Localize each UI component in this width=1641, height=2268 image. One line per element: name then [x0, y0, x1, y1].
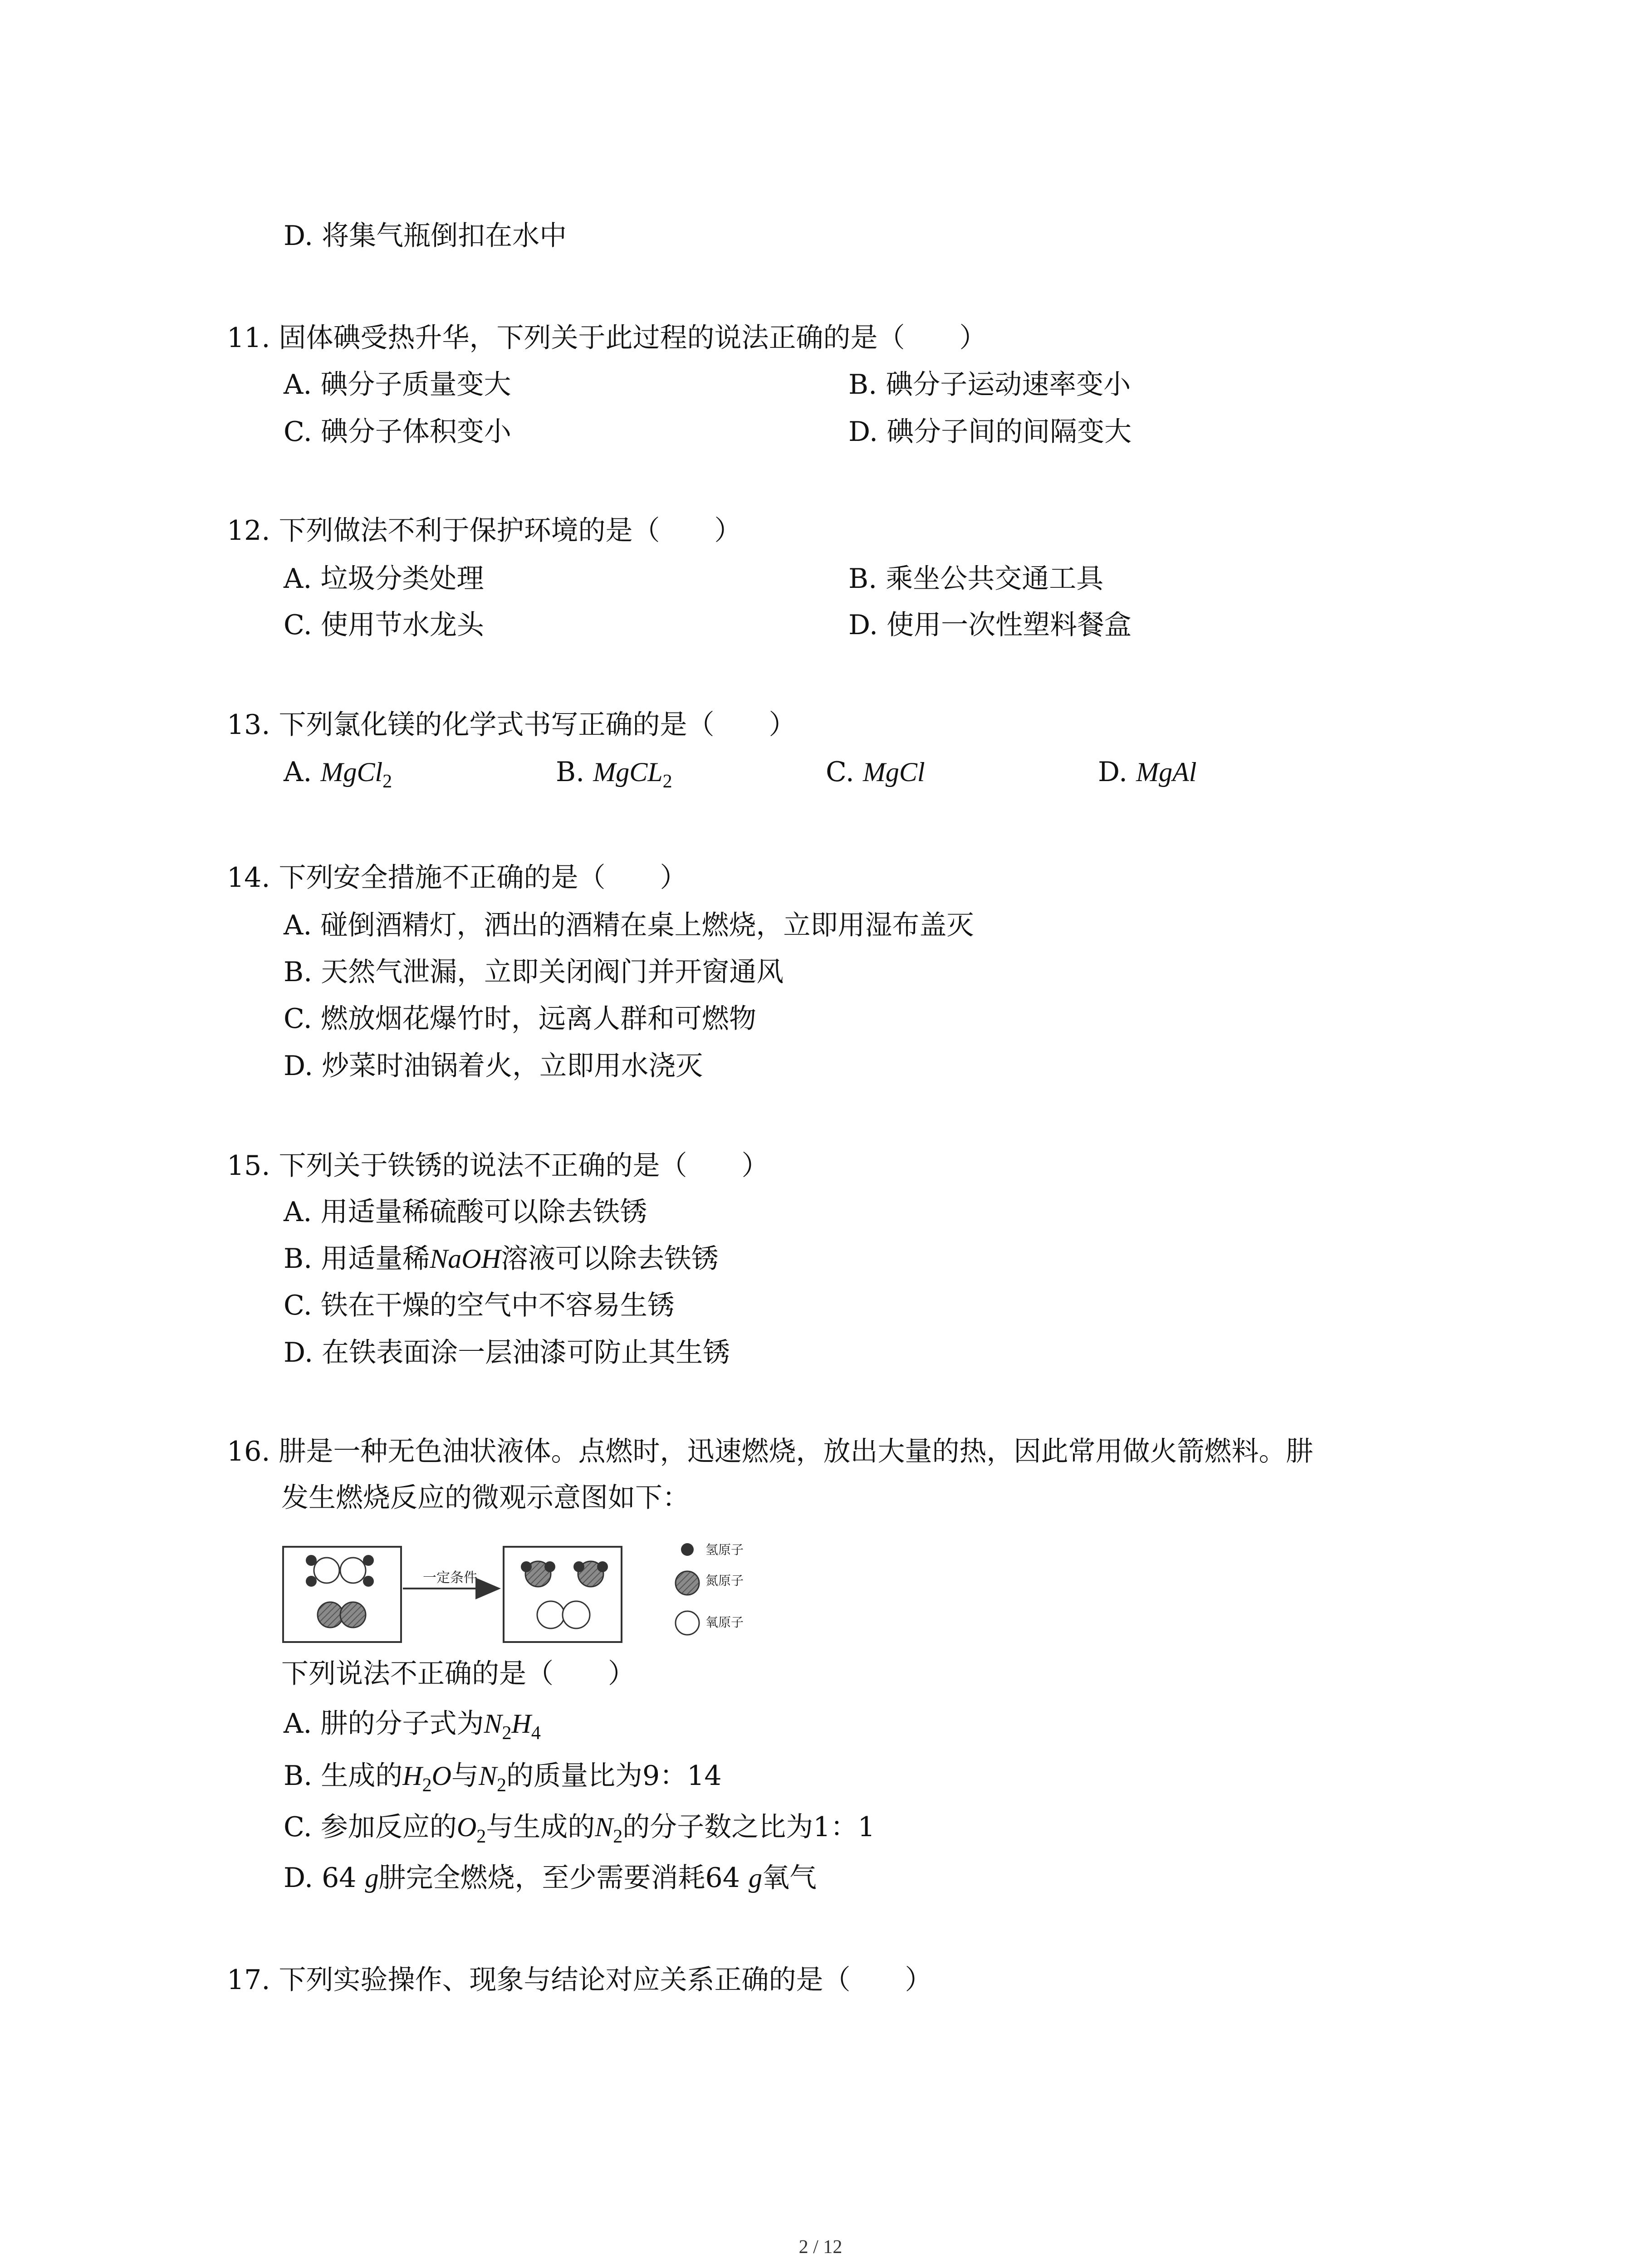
q16-question: 下列说法不正确的是（ ）: [281, 1658, 635, 1690]
q14-option-b: B. 天然气泄漏，立即关闭阀门并开窗通风: [284, 956, 784, 988]
q15-option-c: C. 铁在干燥的空气中不容易生锈: [284, 1290, 675, 1321]
q16-option-c: C. 参加反应的$O_2$与生成的$N_2$的分子数之比为1：1: [284, 1811, 875, 1847]
q15-stem: 15. 下列关于铁锈的说法不正确的是（ ）: [227, 1150, 769, 1182]
o2-formula: $O_2$: [456, 1812, 486, 1847]
q16-stem-line1: 16. 肼是一种无色油状液体。点燃时，迅速燃烧，放出大量的热，因此常用做火箭燃料。肼: [227, 1436, 1313, 1467]
q16-stem-line2: 发生燃烧反应的微观示意图如下：: [281, 1482, 690, 1514]
gram-unit: g: [365, 1863, 379, 1893]
h-atom-legend-icon: [681, 1543, 694, 1556]
page-number: 2 / 12: [798, 2237, 843, 2258]
q14-stem: 14. 下列安全措施不正确的是（ ）: [227, 862, 687, 894]
atom-legend: [676, 1542, 744, 1635]
q12-option-d: D. 使用一次性塑料餐盒: [848, 609, 1132, 641]
n-atom: [537, 1601, 564, 1628]
h-atom: [573, 1561, 584, 1572]
legend-n-label: 氮原子: [705, 1573, 744, 1588]
q11-option-d: D. 碘分子间的间隔变大: [848, 416, 1132, 448]
h-atom: [306, 1576, 317, 1587]
legend-h-label: 氢原子: [705, 1542, 744, 1557]
q11-stem: 11. 固体碘受热升华，下列关于此过程的说法正确的是（ ）: [227, 322, 987, 354]
q16-option-b: B. 生成的$H_2O$与$N_2$的质量比为9：14: [284, 1760, 722, 1796]
q13-b-formula: MgCL$_2$: [593, 757, 672, 792]
gram-unit: g: [748, 1863, 762, 1893]
reactant-box: [283, 1547, 401, 1642]
q12-option-a: A. 垃圾分类处理: [284, 563, 484, 595]
q12-option-b: B. 乘坐公共交通工具: [848, 563, 1104, 595]
q13-option-c: [826, 754, 925, 790]
q13-stem: 13. 下列氯化镁的化学式书写正确的是（ ）: [227, 709, 796, 741]
q10-option-d: D. 将集气瓶倒扣在水中: [284, 220, 567, 252]
q13-a-formula: MgCl$_2$: [320, 757, 392, 792]
q12-option-c: C. 使用节水龙头: [284, 609, 484, 641]
q13-c-formula: MgCl: [862, 757, 925, 787]
legend-o-label: 氧原子: [705, 1615, 744, 1630]
h-atom: [544, 1561, 555, 1572]
q15-option-b: B. 用适量稀NaOH溶液可以除去铁锈: [284, 1243, 719, 1275]
h2o-formula: $H_2O$: [402, 1761, 451, 1796]
q13-option-b: [556, 754, 672, 800]
q13-b-label: B.: [556, 756, 585, 788]
q11-option-c: C. 碘分子体积变小: [284, 416, 511, 448]
o-atom: [318, 1602, 343, 1628]
n2-formula: $N_2$: [478, 1761, 506, 1796]
n2-formula: $N_2$: [595, 1812, 623, 1847]
n-atom: [340, 1558, 366, 1583]
h-atom: [363, 1576, 374, 1587]
q13-d-formula: MgAl: [1136, 757, 1197, 787]
q13-a-label: A.: [284, 756, 312, 788]
q11-option-b: B. 碘分子运动速率变小: [848, 369, 1131, 401]
q14-option-a: A. 碰倒酒精灯，洒出的酒精在桌上燃烧，立即用湿布盖灭: [284, 909, 974, 941]
q11-option-a: A. 碘分子质量变大: [284, 369, 511, 401]
q13-c-label: C.: [826, 756, 854, 788]
n2h4-formula: $N_2H_4$: [484, 1709, 541, 1744]
q12-stem: 12. 下列做法不利于保护环境的是（ ）: [227, 515, 742, 547]
q15-option-d: D. 在铁表面涂一层油漆可防止其生锈: [284, 1337, 730, 1369]
q13-option-a: [284, 754, 392, 800]
q16-option-d: D. 64 g肼完全燃烧，至少需要消耗64 g氧气: [284, 1862, 817, 1894]
q17-stem: 17. 下列实验操作、现象与结论对应关系正确的是（ ）: [227, 1964, 932, 1996]
h-atom: [306, 1555, 317, 1566]
q15-option-a: A. 用适量稀硫酸可以除去铁锈: [284, 1196, 647, 1228]
n-atom: [314, 1558, 339, 1583]
h-atom: [597, 1561, 608, 1572]
q13-option-d: [1098, 754, 1196, 790]
q13-d-label: D.: [1098, 756, 1128, 788]
product-box: [504, 1547, 622, 1642]
n-atom: [563, 1601, 590, 1628]
q14-option-c: C. 燃放烟花爆竹时，远离人群和可燃物: [284, 1003, 756, 1035]
q15-naoh-formula: NaOH: [430, 1244, 501, 1274]
n-atom-legend-icon: [676, 1571, 699, 1595]
q16-option-a: A. 肼的分子式为$N_2H_4$: [284, 1708, 541, 1744]
reaction-micro-diagram: [281, 1538, 803, 1651]
o-atom-legend-icon: [676, 1611, 699, 1635]
arrow-label: 一定条件: [423, 1570, 477, 1586]
h-atom: [521, 1561, 532, 1572]
q14-option-d: D. 炒菜时油锅着火，立即用水浇灭: [284, 1050, 703, 1082]
h-atom: [363, 1555, 374, 1566]
o-atom: [340, 1602, 366, 1628]
